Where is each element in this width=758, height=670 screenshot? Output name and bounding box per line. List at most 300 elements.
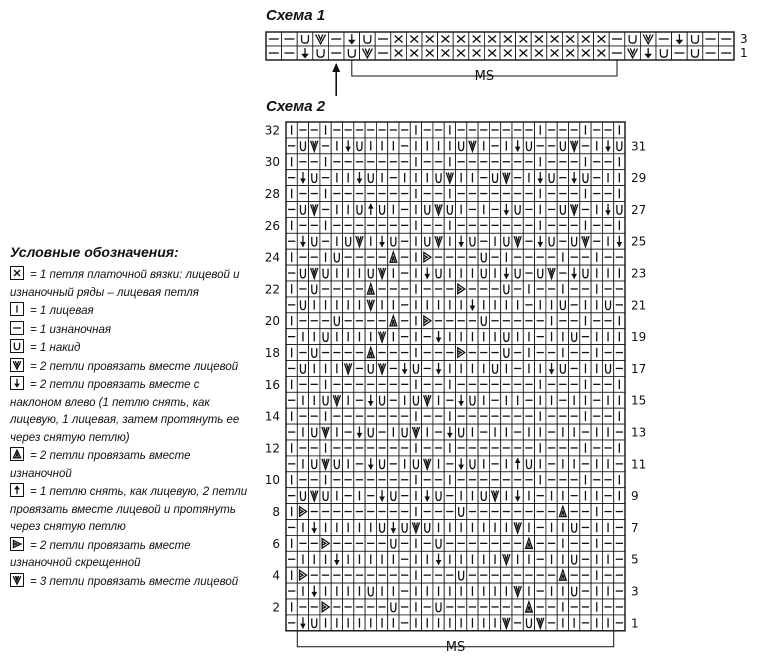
knit-symbol [614, 329, 625, 345]
yarn-over-symbol [467, 456, 478, 472]
knit-symbol [546, 583, 557, 599]
purl-symbol [512, 567, 523, 583]
purl-symbol [523, 186, 534, 202]
yarn-over-symbol [569, 233, 580, 249]
purl-symbol [422, 361, 433, 377]
knit-symbol [591, 520, 602, 536]
knit-symbol [456, 488, 467, 504]
garter-stitch-symbol [469, 32, 485, 46]
purl-symbol [297, 440, 308, 456]
knit-symbol [557, 249, 568, 265]
purl-symbol [456, 440, 467, 456]
k2tog-symbol [444, 170, 455, 186]
yarn-over-symbol [331, 456, 342, 472]
purl-symbol [354, 599, 365, 615]
knit-symbol [580, 313, 591, 329]
purl-symbol [399, 138, 410, 154]
purl-symbol [467, 217, 478, 233]
knit-symbol [320, 408, 331, 424]
purl-symbol [569, 567, 580, 583]
scheme2-row-3 [286, 583, 625, 599]
purl-symbol [388, 170, 399, 186]
purl-symbol [467, 249, 478, 265]
scheme1-row-3 [266, 32, 734, 46]
knit-symbol [365, 615, 376, 631]
knit-symbol [343, 265, 354, 281]
purl-symbol [343, 281, 354, 297]
purl-symbol [343, 408, 354, 424]
k2tog-symbol [376, 265, 387, 281]
scheme2-row-label: 25 [631, 234, 647, 249]
p2tog-tbl-symbol [456, 345, 467, 361]
knit-symbol [602, 265, 613, 281]
purl-symbol [501, 122, 512, 138]
legend-item-text: = 1 петлю снять, как лицевую, 2 петли провязать вместе лицевой и протянуть через снятую петлю [10, 486, 248, 533]
knit-symbol [444, 154, 455, 170]
purl-symbol [569, 440, 580, 456]
k2tog-symbol [320, 456, 331, 472]
purl-symbol [422, 217, 433, 233]
knit-symbol [602, 424, 613, 440]
knit-symbol [535, 440, 546, 456]
k2tog-symbol [309, 202, 320, 218]
scheme2-row-20 [286, 313, 625, 329]
knit-symbol [444, 217, 455, 233]
k2tog-symbol [569, 138, 580, 154]
ssk-symbol [501, 202, 512, 218]
purl-symbol [388, 217, 399, 233]
knit-symbol [489, 265, 500, 281]
knit-symbol [535, 376, 546, 392]
purl-symbol [297, 249, 308, 265]
knit-symbol [433, 520, 444, 536]
scheme1-title: Схема 1 [266, 7, 326, 24]
purl-symbol [569, 599, 580, 615]
yarn-over-symbol [376, 202, 387, 218]
purl-symbol [546, 281, 557, 297]
purl-symbol [478, 186, 489, 202]
knit-symbol [410, 122, 421, 138]
yarn-over-symbol [456, 504, 467, 520]
purl-symbol [422, 504, 433, 520]
purl-symbol [591, 186, 602, 202]
purl-symbol [422, 329, 433, 345]
purl-symbol [591, 408, 602, 424]
knit-symbol [444, 122, 455, 138]
knit-symbol [365, 233, 376, 249]
yarn-over-symbol [456, 138, 467, 154]
knit-symbol [535, 392, 546, 408]
knit-symbol [376, 170, 387, 186]
purl-symbol [609, 46, 625, 60]
yarn-over-symbol [478, 488, 489, 504]
purl-symbol [297, 345, 308, 361]
garter-stitch-symbol [438, 46, 454, 60]
knit-symbol [557, 535, 568, 551]
scheme2-chart [258, 122, 658, 667]
ssk-symbol [297, 170, 308, 186]
yarn-over-symbol [422, 520, 433, 536]
knit-symbol [309, 361, 320, 377]
purl-symbol [343, 313, 354, 329]
knit-symbol [614, 408, 625, 424]
yarn-over-symbol [344, 46, 360, 60]
knit-symbol [331, 202, 342, 218]
yarn-over-symbol [309, 170, 320, 186]
legend-item-text: = 2 петли провязать вместе изнаночной скрещенной [10, 539, 191, 569]
purl-symbol [546, 249, 557, 265]
yarn-over-symbol [297, 202, 308, 218]
legend-item [10, 573, 250, 592]
scheme2-row-label: 22 [264, 282, 280, 297]
purl-symbol [320, 504, 331, 520]
knit-symbol [320, 615, 331, 631]
purl-symbol [331, 217, 342, 233]
purl-symbol [388, 440, 399, 456]
purl-symbol [546, 202, 557, 218]
purl-symbol [354, 345, 365, 361]
purl-symbol [433, 313, 444, 329]
purl-symbol [557, 392, 568, 408]
purl-symbol [569, 345, 580, 361]
scheme2-row-label: 21 [631, 298, 647, 313]
purl-symbol [512, 170, 523, 186]
purl-symbol [467, 567, 478, 583]
scheme2-row-17 [286, 361, 625, 377]
knit-symbol [501, 583, 512, 599]
knit-symbol [410, 408, 421, 424]
garter-stitch-symbol [516, 46, 532, 60]
purl-symbol [489, 567, 500, 583]
purl-symbol [569, 472, 580, 488]
purl-symbol [569, 504, 580, 520]
purl-symbol [331, 408, 342, 424]
purl-symbol [376, 376, 387, 392]
knit-symbol [354, 265, 365, 281]
legend [10, 244, 250, 591]
purl-symbol [365, 376, 376, 392]
k2tog-symbol [512, 233, 523, 249]
knit-symbol [614, 170, 625, 186]
purl-symbol [535, 249, 546, 265]
scheme2-row-5 [286, 551, 625, 567]
yarn-over-symbol [320, 488, 331, 504]
garter-stitch-symbol [484, 46, 500, 60]
ssk-symbol [535, 233, 546, 249]
purl-symbol [602, 186, 613, 202]
purl-symbol [297, 186, 308, 202]
purl-symbol [489, 202, 500, 218]
purl-symbol [365, 122, 376, 138]
purl-symbol [388, 408, 399, 424]
scheme2-row-label: 8 [272, 505, 280, 520]
purl-symbol [591, 170, 602, 186]
purl-symbol [456, 154, 467, 170]
purl-symbol [478, 233, 489, 249]
purl-symbol [365, 504, 376, 520]
knit-symbol [523, 424, 534, 440]
knit-symbol [433, 392, 444, 408]
ssk-symbol [456, 456, 467, 472]
purl-symbol [399, 233, 410, 249]
purl-symbol [331, 472, 342, 488]
purl-symbol [512, 345, 523, 361]
knit-symbol [331, 170, 342, 186]
k2tog-symbol [580, 233, 591, 249]
purl-symbol [569, 249, 580, 265]
yarn-over-symbol [535, 265, 546, 281]
knit-symbol [614, 265, 625, 281]
purl-symbol [523, 376, 534, 392]
knit-symbol [297, 583, 308, 599]
k2tog-symbol [625, 46, 641, 60]
purl-symbol [399, 583, 410, 599]
purl-symbol [614, 297, 625, 313]
purl-symbol [512, 615, 523, 631]
yarn-over-symbol [478, 265, 489, 281]
purl-symbol [422, 472, 433, 488]
knit-symbol [591, 551, 602, 567]
knit-symbol [546, 551, 557, 567]
yarn-over-symbol [388, 488, 399, 504]
purl-symbol [422, 376, 433, 392]
purl-symbol [535, 313, 546, 329]
knit-symbol [376, 615, 387, 631]
purl-symbol [512, 217, 523, 233]
knit-symbol [535, 217, 546, 233]
garter-stitch-symbol [453, 46, 469, 60]
knit-symbol [602, 583, 613, 599]
knit-symbol [456, 583, 467, 599]
garter-stitch-symbol [391, 32, 407, 46]
purl-symbol [569, 217, 580, 233]
knit-symbol [410, 154, 421, 170]
legend-item-text: = 1 петля платочной вязки: лицевой и изнаночный ряды – лицевая петля [10, 269, 240, 299]
purl-symbol [286, 202, 297, 218]
knit-symbol [410, 202, 421, 218]
k2tog-symbol [343, 361, 354, 377]
knit-symbol [523, 551, 534, 567]
knit-symbol [410, 583, 421, 599]
purl-symbol [365, 408, 376, 424]
purl-symbol [569, 488, 580, 504]
k2tog-symbol [489, 488, 500, 504]
purl-symbol [602, 472, 613, 488]
scheme2-row-label: 17 [631, 361, 647, 376]
scheme2-row-label: 18 [264, 346, 280, 361]
scheme2-row-label: 23 [631, 266, 647, 281]
scheme2-row-30 [286, 154, 625, 170]
ssk-symbol [512, 488, 523, 504]
knit-symbol [410, 599, 421, 615]
purl-symbol [546, 567, 557, 583]
ssk-symbol [433, 361, 444, 377]
purl-symbol [309, 249, 320, 265]
purl-symbol [331, 345, 342, 361]
purl-symbol [286, 138, 297, 154]
purl-symbol [602, 281, 613, 297]
purl-symbol [580, 583, 591, 599]
knit-symbol [569, 615, 580, 631]
knit-symbol [614, 472, 625, 488]
ssk-symbol [444, 424, 455, 440]
knit-symbol [410, 233, 421, 249]
purl-symbol [614, 583, 625, 599]
knit-symbol [557, 281, 568, 297]
scheme2-row-4 [286, 567, 625, 583]
purl-symbol [546, 456, 557, 472]
purl-symbol [282, 46, 298, 60]
p2tog-symbol [388, 249, 399, 265]
scheme1-ms-label: MS [474, 69, 495, 84]
knit-symbol [614, 392, 625, 408]
purl-symbol [557, 376, 568, 392]
purl-symbol [376, 313, 387, 329]
knit-symbol [535, 472, 546, 488]
yarn-over-symbol [523, 456, 534, 472]
purl-symbol [297, 408, 308, 424]
purl-symbol [456, 408, 467, 424]
purl-symbol [614, 345, 625, 361]
purl-symbol [703, 46, 719, 60]
knit-symbol [388, 297, 399, 313]
purl-symbol [602, 376, 613, 392]
knit-symbol [286, 440, 297, 456]
knit-symbol [388, 551, 399, 567]
knit-symbol [331, 424, 342, 440]
ssk-symbol [602, 138, 613, 154]
knit-symbol [343, 583, 354, 599]
purl-symbol [331, 186, 342, 202]
purl-symbol [512, 249, 523, 265]
purl-symbol [614, 599, 625, 615]
purl-symbol [489, 249, 500, 265]
purl-symbol [354, 186, 365, 202]
ssk-symbol [546, 361, 557, 377]
legend-item-text: = 2 петли провязать вместе с наклоном влево (1 петлю снять, как лицевую, 1 лицевая, затем протянуть ее через снятую петлю) [10, 379, 240, 444]
yarn-over-symbol [602, 297, 613, 313]
purl-symbol [309, 440, 320, 456]
scheme2-row-29 [286, 170, 625, 186]
k2tog-symbol [410, 520, 421, 536]
purl-symbol [591, 440, 602, 456]
k2tog-symbol [309, 488, 320, 504]
knit-symbol [557, 551, 568, 567]
yarn-over-symbol [320, 392, 331, 408]
knit-symbol [478, 456, 489, 472]
purl-symbol [501, 217, 512, 233]
purl-symbol [354, 440, 365, 456]
knit-symbol [320, 122, 331, 138]
knit-symbol [331, 233, 342, 249]
purl-symbol [546, 599, 557, 615]
purl-symbol [343, 535, 354, 551]
purl-symbol [467, 472, 478, 488]
purl-symbol [286, 520, 297, 536]
legend-item [10, 339, 250, 358]
knit-symbol [546, 392, 557, 408]
ssk-symbol [456, 233, 467, 249]
purl-symbol [376, 408, 387, 424]
purl-symbol [365, 249, 376, 265]
ssk-symbol [422, 265, 433, 281]
ssk-symbol [365, 392, 376, 408]
purl-symbol [456, 472, 467, 488]
purl-symbol [365, 154, 376, 170]
knit-symbol [410, 535, 421, 551]
knit-symbol [297, 456, 308, 472]
purl-symbol [433, 424, 444, 440]
knit-symbol [444, 297, 455, 313]
knit-symbol [286, 313, 297, 329]
yarn-over-symbol [309, 456, 320, 472]
purl-symbol [580, 202, 591, 218]
p2tog-tbl-symbol-icon [10, 537, 24, 551]
purl-symbol [501, 186, 512, 202]
purl-symbol [343, 217, 354, 233]
purl-symbol [456, 217, 467, 233]
scheme2-row-16 [286, 376, 625, 392]
purl-symbol [365, 488, 376, 504]
knit-symbol [399, 392, 410, 408]
yarn-over-symbol [422, 233, 433, 249]
k2tog-symbol [640, 32, 656, 46]
knit-symbol [444, 265, 455, 281]
k2tog-symbol [309, 138, 320, 154]
start-arrow [332, 63, 340, 96]
purl-symbol [433, 281, 444, 297]
knit-symbol [569, 456, 580, 472]
purl-symbol [343, 345, 354, 361]
knit-symbol [569, 424, 580, 440]
purl-symbol [320, 170, 331, 186]
knit-symbol [331, 361, 342, 377]
scheme2-row-7 [286, 520, 625, 536]
ssk-symbol [456, 392, 467, 408]
purl-symbol [512, 186, 523, 202]
knit-symbol [286, 535, 297, 551]
knit-symbol [602, 456, 613, 472]
purl-symbol [376, 535, 387, 551]
purl-symbol [512, 122, 523, 138]
purl-symbol [399, 615, 410, 631]
purl-symbol [286, 329, 297, 345]
yarn-over-symbol [546, 170, 557, 186]
purl-symbol [399, 376, 410, 392]
purl-symbol [557, 472, 568, 488]
scheme1-row-label: 3 [740, 31, 748, 46]
legend-item-text: = 3 петли провязать вместе лицевой [30, 575, 239, 588]
purl-symbol [489, 599, 500, 615]
garter-stitch-symbol [406, 46, 422, 60]
purl-symbol [388, 122, 399, 138]
ssk-symbol [422, 488, 433, 504]
scheme2-ms-label: MS [445, 639, 466, 655]
purl-symbol [467, 313, 478, 329]
k2tog-symbol-icon [10, 358, 24, 372]
purl-symbol [297, 281, 308, 297]
purl-symbol [489, 440, 500, 456]
purl-symbol [433, 217, 444, 233]
purl-symbol [343, 424, 354, 440]
knit-symbol [546, 329, 557, 345]
purl-symbol [375, 32, 391, 46]
scheme2-row-label: 2 [272, 600, 280, 615]
k2tog-symbol [501, 551, 512, 567]
yarn-over-symbol [297, 361, 308, 377]
garter-stitch-symbol [422, 46, 438, 60]
knit-symbol [580, 392, 591, 408]
